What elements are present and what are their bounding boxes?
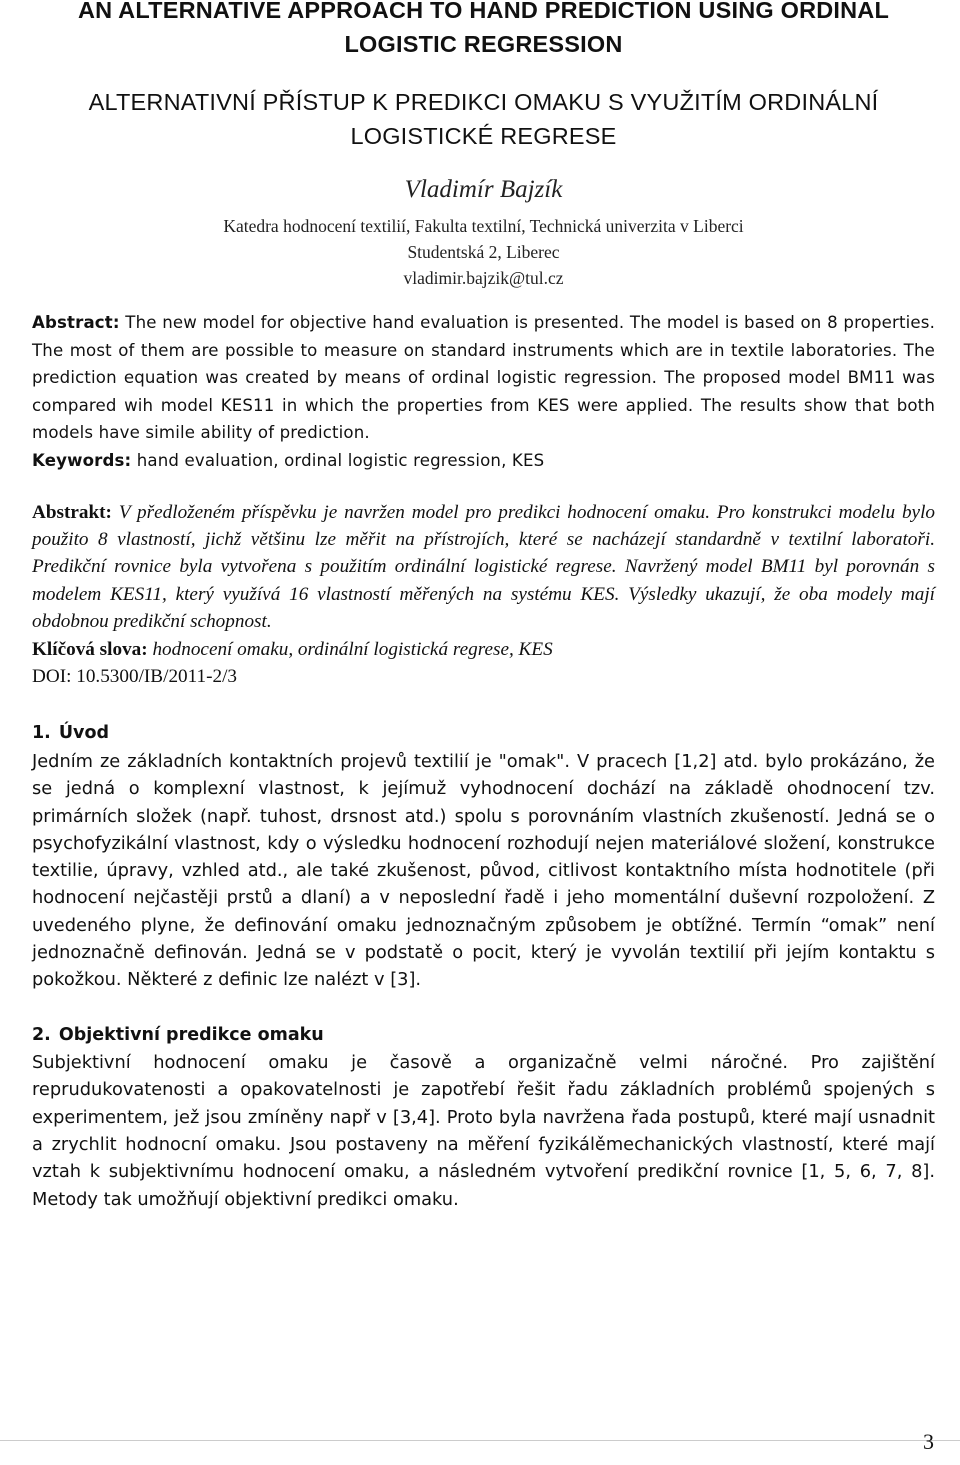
page-number: 3 (923, 1429, 934, 1454)
section-paragraph: Jedním ze základních kontaktních projevů textilií je "omak". V pracech [1,2] atd. bylo prokázáno, že se jedná o komplexní vlastnost, k jejímuž vyhodnocení dochází na základě ohodnocení tzv. primárních složek (např. tuhost, drsnost atd.) spolu s porovnáním vlastních zkušeností. Jedná se o psychofyzikální vlastnost, kdy o výsledku hodnocení rozhodují nejen materiálové složení, konstrukce textilie, úpravy, vzhled atd., ale také zkušenost, původ, citlivost kontaktního místa hodnotitele (při hodnocení nejčastěji prstů a dlaní) a v neposlední řadě i jeho momentální duševní rozpoložení. Z uvedeného plyne, že definování omaku jednoznačným způsobem je obtížné. Termín “omak” není jednoznačně definován. Jedná se v podstatě o pocit, který je vyvolán textilií při jejím kontaktu s pokožkou. Některé z definic lze nalézt v [3]. (32, 750, 935, 991)
doi: DOI: 10.5300/IB/2011-2/3 (32, 666, 238, 687)
affiliation (32, 213, 935, 291)
abstract-label: Abstract: (32, 313, 120, 332)
footer-divider (0, 1440, 960, 1441)
abstrakt-text: V předloženém příspěvku je navržen model pro predikci hodnocení omaku. Pro konstrukci modelu bylo použito 8 vlastností, jichž většinu lze měřit na přístrojích, které se nacházejí standardně v textilní laboratoři. Predikční rovnice byla vytvořena s použitím ordinální logistické regrese. Navržený model BM11 byl porovnán s modelem KES11, který využívá 16 vlastností měřených na systému KES. Výsledky ukazují, že oba modely mají obdobnou predikční schopnost. (32, 501, 936, 633)
section-number: 2. (32, 1024, 51, 1045)
abstrakt-label: Abstrakt: (32, 501, 112, 523)
title-czech: ALTERNATIVNÍ PŘÍSTUP K PREDIKCI OMAKU S VYUŽITÍM ORDINÁLNÍ LOGISTICKÉ REGRESE (88, 89, 879, 149)
section-objektivni-predikce (32, 1022, 935, 1213)
title-english: AN ALTERNATIVE APPROACH TO HAND PREDICTION USING ORDINAL LOGISTIC REGRESSION (77, 0, 890, 57)
abstract-text: The new model for objective hand evaluation is presented. The model is based on 8 properties. The most of them are possible to measure on standard instruments which are in textile laboratories. The prediction equation was created by means of ordinal logistic regression. The proposed model BM11 was compared wih model KES11 in which the properties from KES were applied. The results show that both models have simile ability of prediction. (32, 313, 935, 443)
section-paragraph: Subjektivní hodnocení omaku je časově a organizačně velmi náročné. Pro zajištění reprudukovatenosti a opakovatelnosti je zapotřebí řešit řadu základních problémů spojených s experimentem, jež jsou zmíněny např v [3,4]. Proto byla navržena řada postupů, které mají usnadnit a zrychlit hodnocní omaku. Jsou postaveny na měření fyzikálěmechanických vlastností, které mají vztah k subjektivnímu hodnocení omaku, a následném vytvoření predikční rovnice [1, 5, 6, 7, 8]. Metody tak umožňují objektivní predikci omaku. (32, 1052, 935, 1210)
keywords-czech (32, 636, 935, 663)
author-name: Vladimír Bajzík (404, 176, 563, 203)
section-title: Úvod (58, 723, 109, 744)
klicova-slova-label: Klíčová slova: (32, 638, 148, 660)
section-heading (32, 1022, 935, 1050)
section-heading (32, 720, 935, 748)
author-email[interactable]: vladimir.bajzik@tul.cz (403, 268, 564, 288)
keywords-label: Keywords: (32, 450, 132, 470)
paper-page (32, 0, 935, 1213)
keywords-text: hand evaluation, ordinal logistic regression, KES (136, 450, 545, 470)
section-number: 1. (32, 723, 51, 744)
affiliation-address: Studentská 2, Liberec (407, 242, 560, 262)
klicova-slova-text: hodnocení omaku, ordinální logistická regrese, KES (152, 638, 553, 660)
abstract-english (32, 309, 935, 475)
section-uvod (32, 720, 935, 993)
abstract-czech (32, 499, 935, 636)
section-title: Objektivní predikce omaku (58, 1024, 324, 1045)
affiliation-department: Katedra hodnocení textilií, Fakulta textilní, Technická univerzita v Liberci (223, 216, 744, 236)
